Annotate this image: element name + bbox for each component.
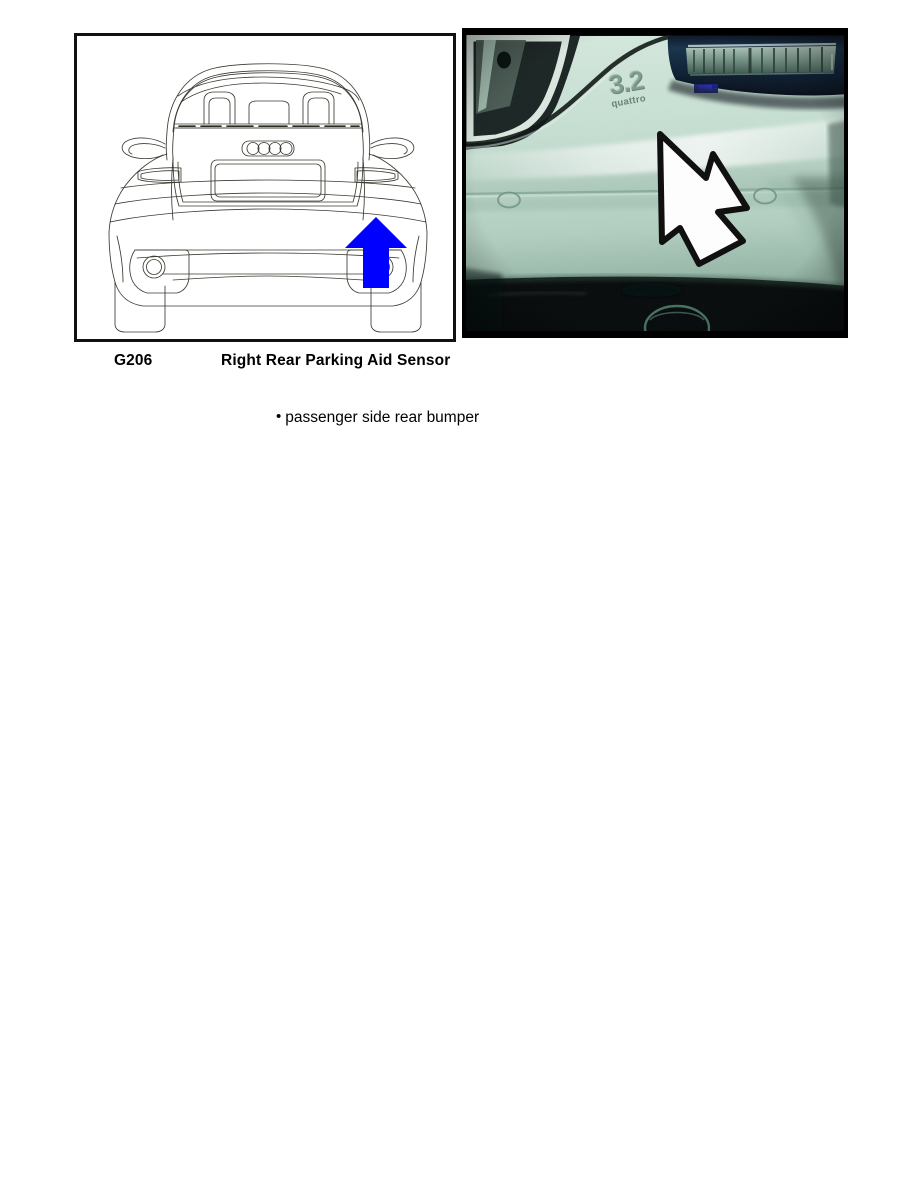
vehicle-rear-line-drawing (77, 36, 453, 339)
bullet-icon: • (276, 408, 282, 425)
figure-caption (0, 352, 918, 376)
blue-location-arrow-shape (345, 217, 407, 288)
rear-bumper-photograph (462, 28, 848, 338)
bumper-photo-panel (462, 28, 848, 338)
location-note-text: passenger side rear bumper (285, 409, 480, 426)
vehicle-line-drawing-panel (74, 33, 456, 342)
component-title: Right Rear Parking Aid Sensor (221, 352, 451, 369)
location-note (276, 408, 479, 427)
component-code: G206 (114, 352, 153, 369)
